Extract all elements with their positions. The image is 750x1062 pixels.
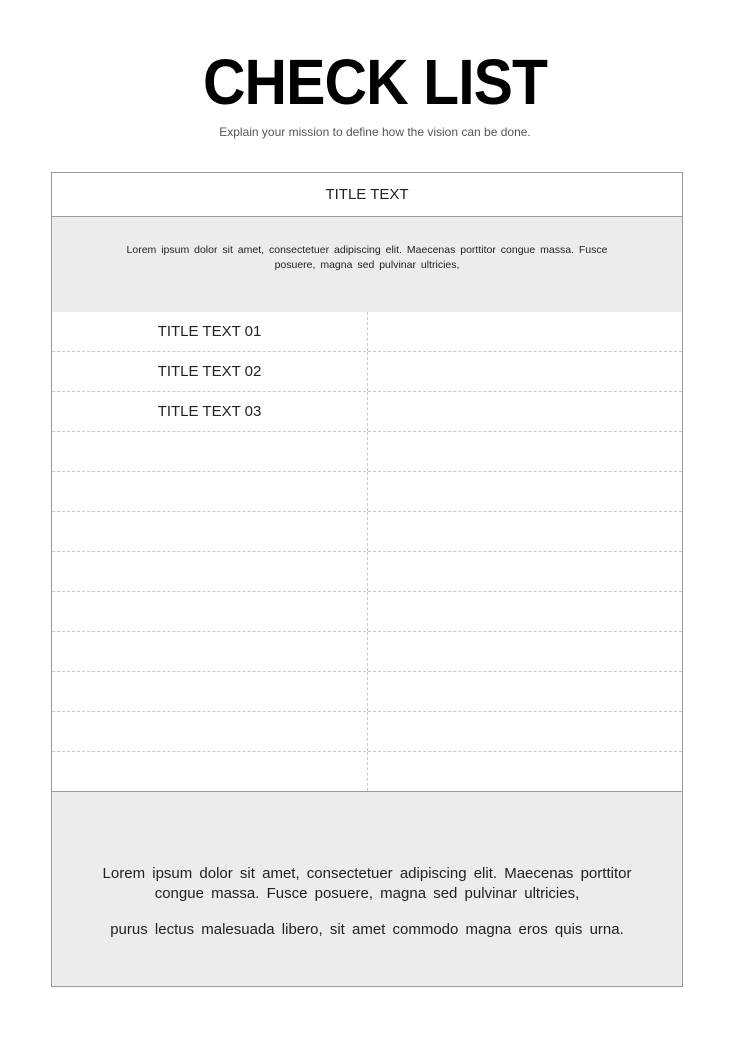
checklist-item-label — [52, 632, 368, 671]
page-subtitle: Explain your mission to define how the vision can be done. — [219, 125, 531, 139]
intro-text: Lorem ipsum dolor sit amet, consectetuer adipiscing elit. Maecenas porttitor congue massa. Fusce posuere, magna sed pulvinar ultricies, — [126, 243, 608, 271]
checklist-item-value — [368, 432, 682, 471]
checklist-item-label — [52, 672, 368, 711]
intro-band — [52, 217, 682, 312]
checklist-sheet — [51, 172, 683, 987]
checklist-item-value — [368, 632, 682, 671]
checklist-row — [52, 672, 682, 712]
checklist-row — [52, 512, 682, 552]
checklist-item-value — [368, 752, 682, 791]
footer-paragraph-1: Lorem ipsum dolor sit amet, consectetuer adipiscing elit. Maecenas porttitor congue massa. Fusce posuere, magna sed pulvinar ultricies, — [102, 865, 632, 902]
checklist-item-value — [368, 312, 682, 351]
checklist-item-value — [368, 552, 682, 591]
table-title: TITLE TEXT — [52, 173, 682, 217]
page-title: CHECK LIST — [202, 46, 548, 118]
checklist-item-label — [52, 472, 368, 511]
checklist-item-label: TITLE TEXT 01 — [52, 312, 368, 351]
checklist-row — [52, 592, 682, 632]
footer-paragraph-2: purus lectus malesuada libero, sit amet commodo magna eros quis urna. — [110, 921, 624, 938]
checklist-item-value — [368, 472, 682, 511]
checklist-row — [52, 712, 682, 752]
checklist-rows — [52, 312, 682, 792]
checklist-item-value — [368, 592, 682, 631]
checklist-row — [52, 752, 682, 792]
checklist-item-label — [52, 752, 368, 791]
checklist-row — [52, 352, 682, 392]
checklist-item-value — [368, 512, 682, 551]
checklist-row — [52, 432, 682, 472]
checklist-row — [52, 552, 682, 592]
checklist-item-label — [52, 432, 368, 471]
checklist-item-label — [52, 712, 368, 751]
checklist-item-value — [368, 712, 682, 751]
checklist-row — [52, 632, 682, 672]
checklist-item-label — [52, 552, 368, 591]
checklist-item-value — [368, 352, 682, 391]
checklist-item-value — [368, 392, 682, 431]
checklist-item-label: TITLE TEXT 02 — [52, 352, 368, 391]
checklist-item-label: TITLE TEXT 03 — [52, 392, 368, 431]
footer-band — [52, 792, 682, 986]
checklist-row — [52, 472, 682, 512]
checklist-item-label — [52, 592, 368, 631]
checklist-row — [52, 312, 682, 352]
checklist-item-label — [52, 512, 368, 551]
checklist-row — [52, 392, 682, 432]
checklist-item-value — [368, 672, 682, 711]
